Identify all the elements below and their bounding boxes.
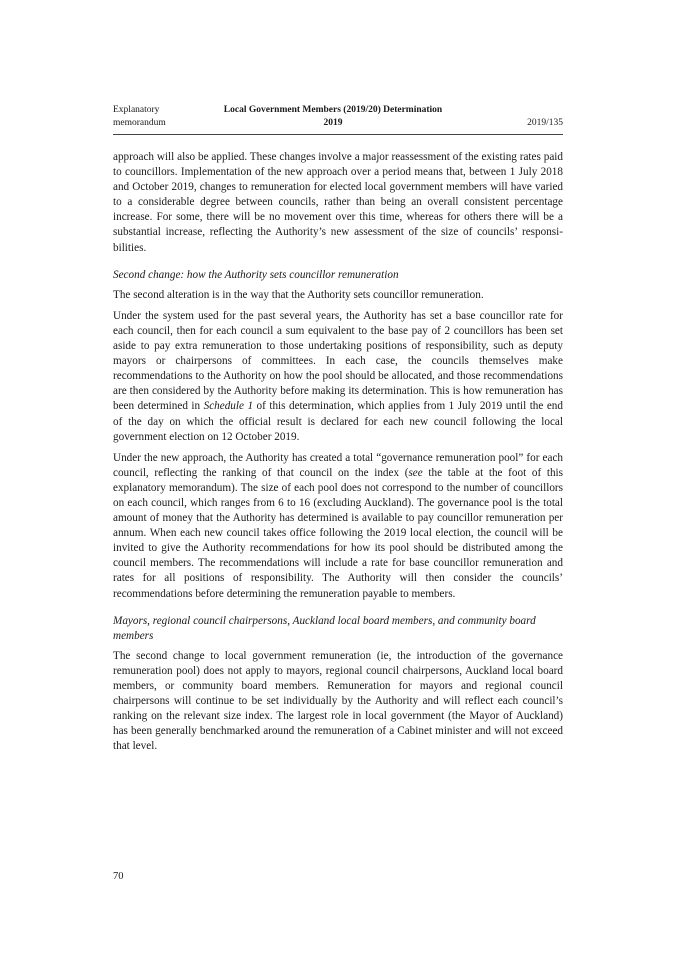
paragraph-previous-system-text-b: of this determination, which applies from 1 July 2019 until the end of the day on which the official result is declared for each new council following the local government election on 12 October 2019. [113, 400, 563, 443]
paragraph-new-approach-text-a: Under the new approach, the Authority has created a total “governance remuneration pool” for each council, reflecting the ranking of that council on the index ( [113, 451, 563, 479]
header-document-number: 2019/135 [527, 117, 563, 128]
paragraph-continuation: approach will also be applied. These changes involve a major reassessment of the existing rates paid to councillors. Implementation of the new approach over a period means that, between 1 July 2018 and October 2019, changes to remuneration for elected local government members will have varied to a considerable degree between councils, rather than being an overall consistent percentage increase. For some, there will be no movement over this time, whereas for others there will be a substantial increase, reflecting the Authority’s new assessment of the size of councils’ responsibilities. [113, 151, 563, 254]
see-reference: see [408, 466, 423, 479]
section-heading-mayors: Mayors, regional council chairpersons, Auckland local board members, and community board members [113, 614, 536, 642]
header-document-title [213, 104, 453, 129]
section-heading-second-change: Second change: how the Authority sets councillor remuneration [113, 268, 399, 281]
header-section-label [113, 104, 203, 129]
header-left-line2: memorandum [113, 117, 166, 128]
paragraph-new-approach [113, 451, 563, 602]
running-header [113, 104, 563, 135]
header-title-line2: 2019 [323, 117, 343, 128]
header-left-line1: Explanatory [113, 105, 160, 115]
header-title-line1: Local Government Members (2019/20) Determination [223, 105, 443, 115]
paragraph-previous-system-text-a: Under the system used for the past several years, the Authority has set a base councillor rate for each council, then for each council a sum equivalent to the base pay of 2 councillors has been set aside to pay extra remuneration to those undertaking positions of responsibility, such as deputy mayors or chairpersons of committees. In each case, the councils themselves make recommendations to the Authority on how the pool should be allocated, and those recommendations are then considered by the Authority before making its determination. This is how remuneration has been determined in [113, 309, 563, 413]
page-number: 70 [113, 871, 124, 882]
body-text [113, 150, 563, 760]
paragraph-second-alteration: The second alteration is in the way that the Authority sets councillor remuneration. [113, 288, 484, 301]
paragraph-previous-system [113, 309, 563, 445]
paragraph-mayors: The second change to local government remuneration (ie, the introduction of the governance remuneration pool) does not apply to mayors, regional council chairpersons, Auckland local board members, or community board members. Remuneration for mayors and regional council chairpersons will continue to be set individually by the Authority and will reflect each council’s ranking on the relevant size index. The largest role in local government (the Mayor of Auckland) has been generally benchmarked around the remuneration of a Cabinet minister and will not exceed that level. [113, 649, 563, 753]
paragraph-new-approach-text-b: the table at the foot of this explanatory memorandum). The size of each pool does not correspond to the number of councillors on each council, which ranges from 6 to 16 (excluding Auckland). The governance pool is the total amount of money that the Authority has determined is available to pay councillor remuneration per annum. When each new council takes office following the 2019 local election, the council will be invited to give the Authority recommendations for how its pool should be distributed among the council members. The recommendations will include a rate for base councillor remuneration and rates for all positions of responsibility. The Authority will then consider the councils’ recommendations before determining the remuneration payable to members. [113, 466, 563, 600]
schedule-reference: Schedule 1 [203, 400, 254, 413]
